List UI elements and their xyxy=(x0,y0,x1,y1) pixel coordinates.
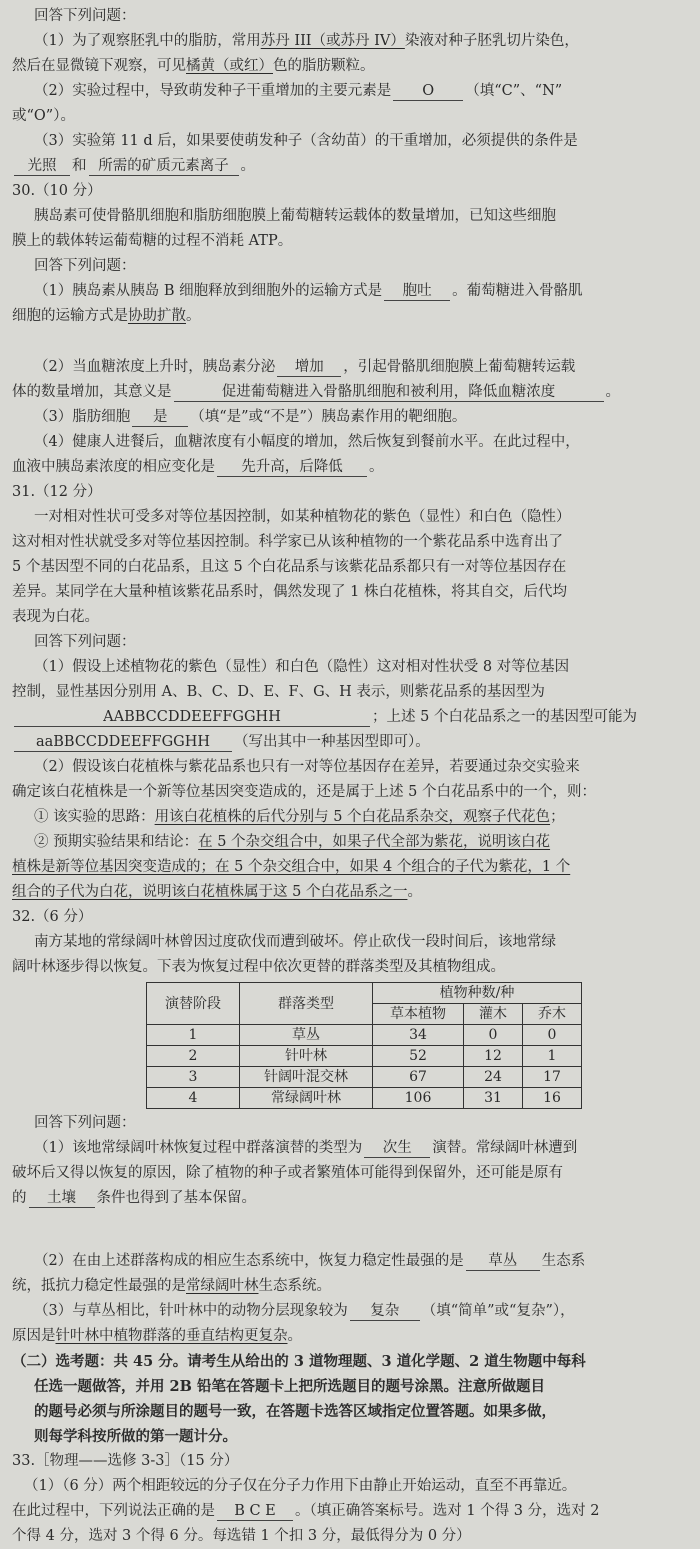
q30-part2-line2: 体的数量增加，其意义是 促进葡萄糖进入骨骼肌细胞和被利用，降低血糖浓度 。 xyxy=(12,384,620,400)
q31-part1-line4: aaBBCCDDEEFFGGHH （写出其中一种基因型即可）。 xyxy=(12,730,686,755)
answer: 先升高，后降低 xyxy=(217,458,367,477)
answer: 针叶林中植物群落的垂直结构更复杂 xyxy=(55,1328,288,1344)
q29-part2-line2: 或“O”）。 xyxy=(12,108,75,124)
answer: 促进葡萄糖进入骨骼肌细胞和被利用，降低血糖浓度 xyxy=(174,383,604,402)
answer: 草丛 xyxy=(466,1252,540,1271)
q30-part3: （3）脂肪细胞 是 （填“是”或“不是”）胰岛素作用的靶细胞。 xyxy=(34,409,467,425)
answer: 次生 xyxy=(364,1139,430,1158)
table-cell: 24 xyxy=(464,1067,523,1088)
answer: 所需的矿质元素离子 xyxy=(89,157,239,176)
elective-line1: （二）选考题：共 45 分。请考生从给出的 3 道物理题、3 道化学题、2 道生物题中每科 xyxy=(12,1353,586,1370)
answer: 土壤 xyxy=(29,1189,95,1208)
table-cell: 0 xyxy=(523,1025,582,1046)
q31-step2-line1: ② 预期实验结果和结论：在 5 个杂交组合中，如果子代全部为紫花，说明该白花 xyxy=(34,834,551,850)
q30-part1-line2: 细胞的运输方式是协助扩散。 xyxy=(12,308,201,324)
table-cell: 草丛 xyxy=(240,1025,373,1046)
answer: 胞吐 xyxy=(384,282,450,301)
table-row xyxy=(147,1025,582,1046)
q32-part2-line2: 统，抵抗力稳定性最强的是常绿阔叶林生态系统。 xyxy=(12,1278,331,1294)
table-header: 灌木 xyxy=(464,1004,523,1025)
q29-header: 回答下列问题： xyxy=(34,8,136,24)
q33-part1-line3: 个得 4 分，选对 3 个得 6 分。每选错 1 个扣 3 分，最低得分为 0 分） xyxy=(12,1528,471,1544)
q31-intro-line1: 一对相对性状可受多对等位基因控制，如某种植物花的紫色（显性）和白色（隐性） xyxy=(34,509,571,525)
q32-intro-line2: 阔叶林逐步得以恢复。下表为恢复过程中依次更替的群落类型及其植物组成。 xyxy=(12,959,505,975)
q31-header: 回答下列问题： xyxy=(34,634,136,650)
table-cell: 106 xyxy=(373,1088,464,1109)
q31-part2-line2: 确定该白花植株是一个新等位基因突变造成的，还是属于上述 5 个白花品系中的一个，则： xyxy=(12,784,596,800)
q30-header: 回答下列问题： xyxy=(34,258,136,274)
answer: B C E xyxy=(217,1502,293,1521)
answer: 植株是新等位基因突变造成的；在 5 个杂交组合中，如果 4 个组合的子代为紫花，1 个 xyxy=(12,859,571,875)
table-header: 乔木 xyxy=(523,1004,582,1025)
q29-part3-line2: 光照 和 所需的矿质元素离子 。 xyxy=(12,154,686,179)
answer: 用该白花植株的后代分别与 5 个白花品系杂交，观察子代花色 xyxy=(154,809,551,825)
table-row xyxy=(147,1046,582,1067)
elective-line2: 任选一题做答，并用 2B 铅笔在答题卡上把所选题目的题号涂黑。注意所做题目 xyxy=(34,1378,545,1395)
q31-step2-line3: 组合的子代为白花，说明该白花植株属于这 5 个白花品系之一。 xyxy=(12,884,422,900)
q33-title: 33.［物理——选修 3-3］（15 分） xyxy=(12,1453,239,1469)
q31-intro-line2: 这对相对性状就受多对等位基因控制。科学家已从该种植物的一个紫花品系中选育出了 xyxy=(12,534,563,550)
succession-table xyxy=(146,982,582,1109)
q29-part1-line2: 然后在显微镜下观察，可见橘黄（或红）色的脂肪颗粒。 xyxy=(12,58,375,74)
table-cell: 针阔叶混交林 xyxy=(240,1067,373,1088)
answer: 组合的子代为白花，说明该白花植株属于这 5 个白花品系之一 xyxy=(12,884,408,900)
table-header: 演替阶段 xyxy=(147,983,240,1025)
answer: 光照 xyxy=(14,157,70,176)
table-header: 植物种数/种 xyxy=(373,983,582,1004)
table-cell: 67 xyxy=(373,1067,464,1088)
q32-header: 回答下列问题： xyxy=(34,1115,136,1131)
table-cell: 12 xyxy=(464,1046,523,1067)
q30-part2-line1: （2）当血糖浓度上升时，胰岛素分泌 增加 ，引起骨骼肌细胞膜上葡萄糖转运载 xyxy=(34,359,576,375)
q31-intro-line4: 差异。某同学在大量种植该紫花品系时，偶然发现了 1 株白花植株，将其自交，后代均 xyxy=(12,584,567,600)
q32-part1-line2: 破坏后又得以恢复的原因，除了植物的种子或者繁殖体可能得到保留外，还可能是原有 xyxy=(12,1165,563,1181)
answer: 协助扩散 xyxy=(128,308,186,324)
q29-part1-line1: （1）为了观察胚乳中的脂肪，常用苏丹 III（或苏丹 IV）染液对种子胚乳切片染色， xyxy=(34,33,579,49)
q29-part3-line1: （3）实验第 11 d 后，如果要使萌发种子（含幼苗）的干重增加，必须提供的条件是 xyxy=(34,133,578,149)
table-cell: 17 xyxy=(523,1067,582,1088)
table-row xyxy=(147,1067,582,1088)
answer: 是 xyxy=(132,408,188,427)
table-cell: 3 xyxy=(147,1067,240,1088)
table-cell: 16 xyxy=(523,1088,582,1109)
answer: 在 5 个杂交组合中，如果子代全部为紫花，说明该白花 xyxy=(198,834,551,850)
q33-part1-line1: （1）（6 分）两个相距较远的分子仅在分子力作用下由静止开始运动，直至不再靠近。 xyxy=(24,1478,577,1494)
q30-part4-line1: （4）健康人进餐后，血糖浓度有小幅度的增加，然后恢复到餐前水平。在此过程中， xyxy=(34,434,580,450)
q31-step2-line2 xyxy=(12,855,686,880)
q32-intro-line1: 南方某地的常绿阔叶林曾因过度砍伐而遭到破坏。停止砍伐一段时间后，该地常绿 xyxy=(34,934,556,950)
table-cell: 针叶林 xyxy=(240,1046,373,1067)
answer: 复杂 xyxy=(350,1302,420,1321)
answer: O xyxy=(393,82,463,101)
q30-intro-line1: 胰岛素可使骨骼肌细胞和脂肪细胞膜上葡萄糖转运载体的数量增加，已知这些细胞 xyxy=(34,208,556,224)
q29-part2-line1: （2）实验过程中，导致萌发种子干重增加的主要元素是 O （填“C”、“N” xyxy=(34,83,563,99)
table-cell: 2 xyxy=(147,1046,240,1067)
table-header: 草本植物 xyxy=(373,1004,464,1025)
q31-step1: ① 该实验的思路：用该白花植株的后代分别与 5 个白花品系杂交，观察子代花色； xyxy=(34,809,565,825)
table-cell: 1 xyxy=(523,1046,582,1067)
q31-part2-line1: （2）假设该白花植株与紫花品系也只有一对等位基因存在差异，若要通过杂交实验来 xyxy=(34,759,580,775)
answer: 常绿阔叶林 xyxy=(186,1278,259,1294)
q32-part1-line3: 的 土壤 条件也得到了基本保留。 xyxy=(12,1190,256,1206)
answer: 橘黄（或红） xyxy=(186,58,273,74)
table-cell: 52 xyxy=(373,1046,464,1067)
table-cell: 常绿阔叶林 xyxy=(240,1088,373,1109)
q31-part1-line1: （1）假设上述植物花的紫色（显性）和白色（隐性）这对相对性状受 8 对等位基因 xyxy=(34,659,570,675)
table-cell: 31 xyxy=(464,1088,523,1109)
elective-line4: 则每学科按所做的第一题计分。 xyxy=(34,1428,237,1445)
q32-part1-line1: （1）该地常绿阔叶林恢复过程中群落演替的类型为 次生 演替。常绿阔叶林遭到 xyxy=(34,1140,578,1156)
table-cell: 4 xyxy=(147,1088,240,1109)
answer: 增加 xyxy=(277,358,341,377)
q30-title: 30.（10 分） xyxy=(12,183,102,199)
q31-part1-line2: 控制，显性基因分别用 A、B、C、D、E、F、G、H 表示，则紫花品系的基因型为 xyxy=(12,684,545,700)
q30-part1-line1: （1）胰岛素从胰岛 B 细胞释放到细胞外的运输方式是 胞吐 。葡萄糖进入骨骼肌 xyxy=(34,283,583,299)
table-cell: 1 xyxy=(147,1025,240,1046)
table-header: 群落类型 xyxy=(240,983,373,1025)
answer: AABBCCDDEEFFGGHH xyxy=(14,708,370,727)
q32-part3-line2: 原因是针叶林中植物群落的垂直结构更复杂。 xyxy=(12,1328,302,1344)
q31-intro-line3: 5 个基因型不同的白花品系，且这 5 个白花品系与该紫花品系都只有一对等位基因存在 xyxy=(12,559,567,575)
q32-part3-line1: （3）与草丛相比，针叶林中的动物分层现象较为 复杂 （填“简单”或“复杂”）， xyxy=(34,1303,575,1319)
q31-intro-line5: 表现为白花。 xyxy=(12,609,99,625)
table-cell: 0 xyxy=(464,1025,523,1046)
q31-title: 31.（12 分） xyxy=(12,484,102,500)
table-row xyxy=(147,1088,582,1109)
q30-intro-line2: 膜上的载体转运葡萄糖的过程不消耗 ATP。 xyxy=(12,233,293,249)
answer: aaBBCCDDEEFFGGHH xyxy=(14,733,232,752)
q32-title: 32.（6 分） xyxy=(12,909,93,925)
q32-part2-line1: （2）在由上述群落构成的相应生态系统中，恢复力稳定性最强的是 草丛 生态系 xyxy=(34,1253,586,1269)
answer: 苏丹 III（或苏丹 IV） xyxy=(260,33,405,49)
q31-part1-line3: AABBCCDDEEFFGGHH ；上述 5 个白花品系之一的基因型可能为 xyxy=(12,705,686,730)
q30-part4-line2: 血液中胰岛素浓度的相应变化是 先升高，后降低 。 xyxy=(12,459,384,475)
elective-line3: 的题号必须与所涂题目的题号一致，在答题卡选答区域指定位置答题。如果多做， xyxy=(34,1403,556,1420)
table-cell: 34 xyxy=(373,1025,464,1046)
q33-part1-line2: 在此过程中，下列说法正确的是 B C E 。（填正确答案标号。选对 1 个得 3 分，选对 2 xyxy=(12,1503,600,1519)
